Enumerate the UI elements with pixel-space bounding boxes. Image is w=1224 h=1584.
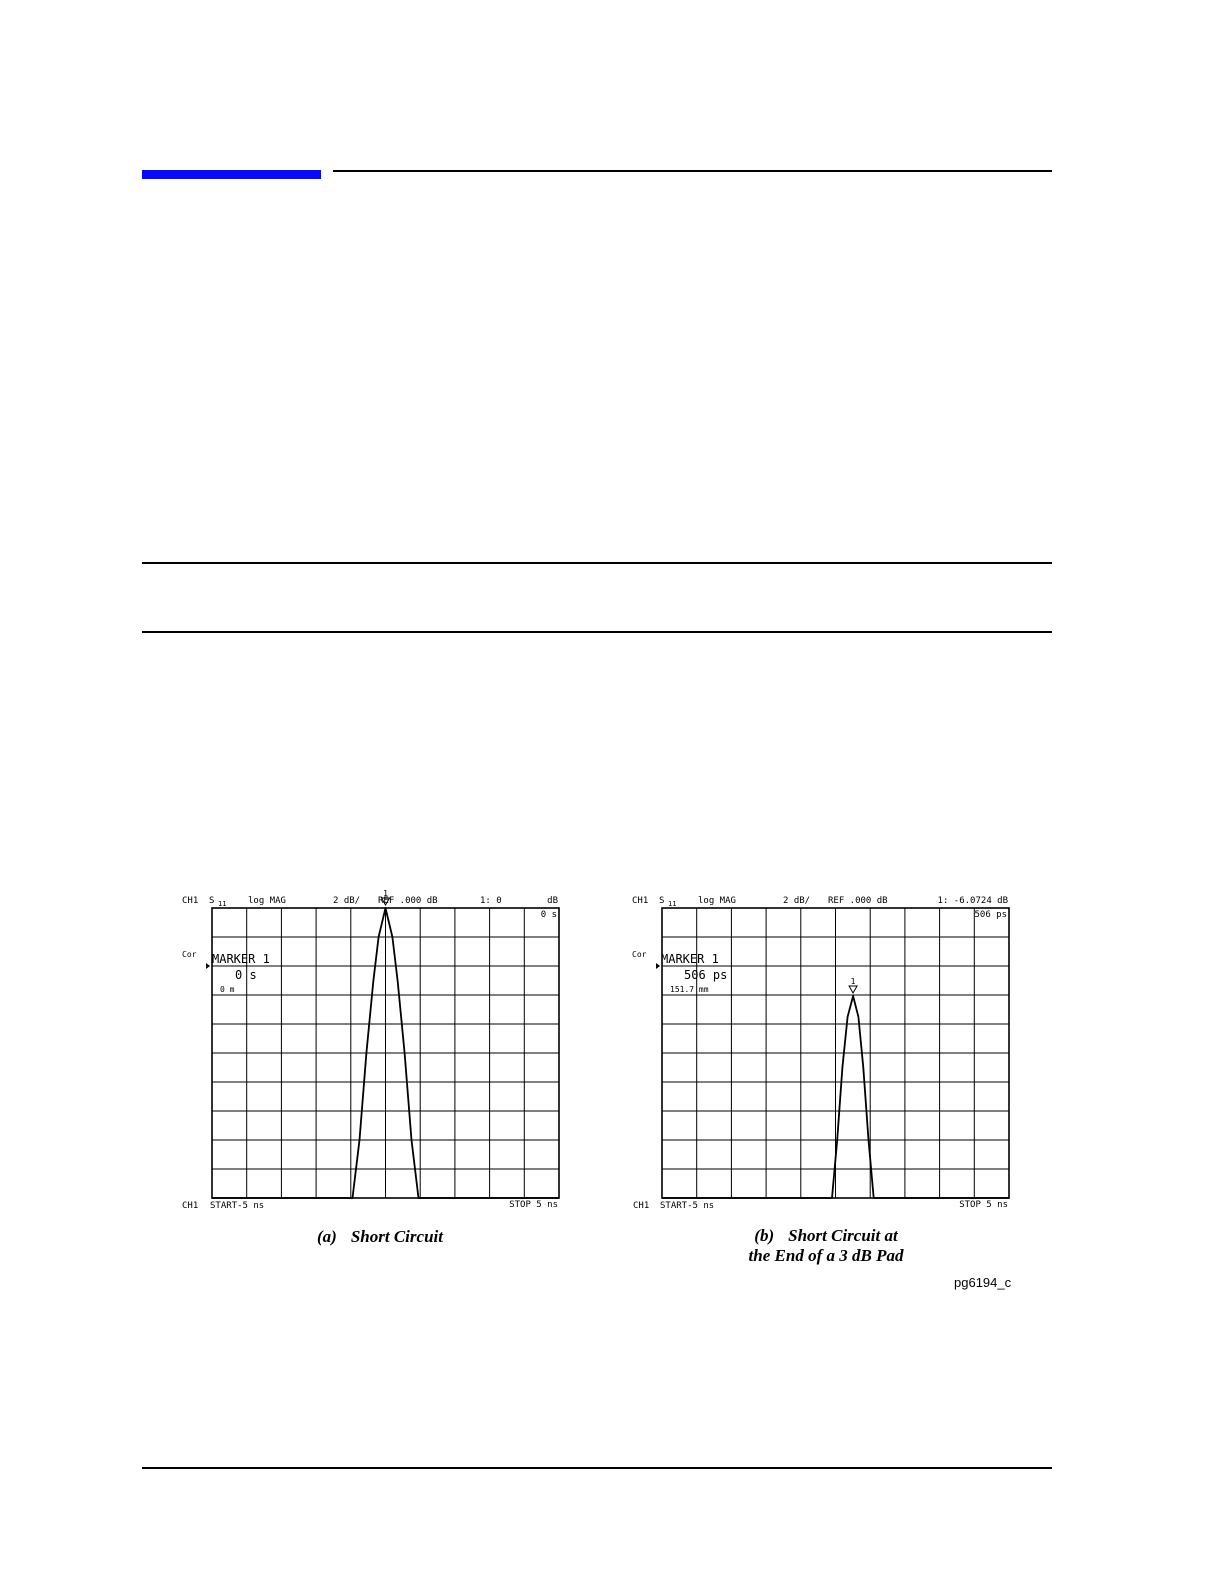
header-scale: 2 dB/ [333,896,361,906]
caption-b [706,1226,946,1266]
caption-a [280,1227,480,1247]
marker-box-distance: 0 m [220,985,235,994]
header-rule [333,170,1052,172]
section-accent-bar [142,170,321,179]
plot-b-ref-arrow [656,963,660,969]
plot-a-svg [175,890,575,1220]
header-marker-readout: 1: 0 [480,896,502,906]
marker-box-time: 0 s [235,968,257,982]
header-ref: REF .000 dB [378,896,438,906]
header-format: log MAG [698,896,736,906]
footer-stop: STOP 5 ns [509,1200,558,1210]
marker-box-distance: 151.7 mm [670,985,709,994]
header-marker-readout: 1: -6.0724 dB [937,896,1008,906]
plot-b-marker-0 [849,986,857,993]
header-unit: dB [547,896,558,906]
caption-b-line2: the End of a 3 dB Pad [748,1246,904,1265]
marker-box-title: MARKER 1 [212,952,270,966]
header-param-sub: 11 [668,900,677,908]
figure-id: pg6194_c [954,1275,1012,1290]
footer-start: START-5 ns [210,1201,265,1211]
cor-label: Cor [182,950,197,959]
footer-start: START-5 ns [660,1201,715,1211]
cor-label: Cor [632,950,647,959]
header-ref: REF .000 dB [828,896,888,906]
caption-b-line1: Short Circuit at [788,1226,898,1245]
footer-ch: CH1 [633,1201,650,1211]
plot-a-marker-label-0: 1 [383,889,388,898]
header-marker-time: 506 ps [974,910,1007,920]
footer-stop: STOP 5 ns [959,1200,1008,1210]
note-bottom-rule [142,631,1052,633]
caption-a-line1: Short Circuit [350,1227,443,1246]
header-ch: CH1 [182,896,199,906]
header-format: log MAG [248,896,286,906]
header-ch: CH1 [632,896,649,906]
caption-b-tag: (b) [754,1226,775,1245]
marker-box-time: 506 ps [684,968,728,982]
header-marker-time: 0 s [540,910,557,920]
plot-b-marker-label-0: 1 [850,977,856,987]
caption-b-line-1 [706,1226,946,1246]
header-scale: 2 dB/ [783,896,811,906]
plot-a-ref-arrow [206,963,210,969]
header-param-sub: 11 [218,900,227,908]
header-param: S [659,896,665,906]
plot-b [625,890,1025,1220]
footer-rule [142,1467,1052,1469]
note-top-rule [142,562,1052,564]
plot-b-svg [625,890,1025,1220]
header-param: S [209,896,215,906]
marker-box-title: MARKER 1 [661,952,719,966]
caption-a-tag: (a) [317,1227,337,1246]
footer-ch: CH1 [182,1201,199,1211]
plot-a [175,890,575,1220]
